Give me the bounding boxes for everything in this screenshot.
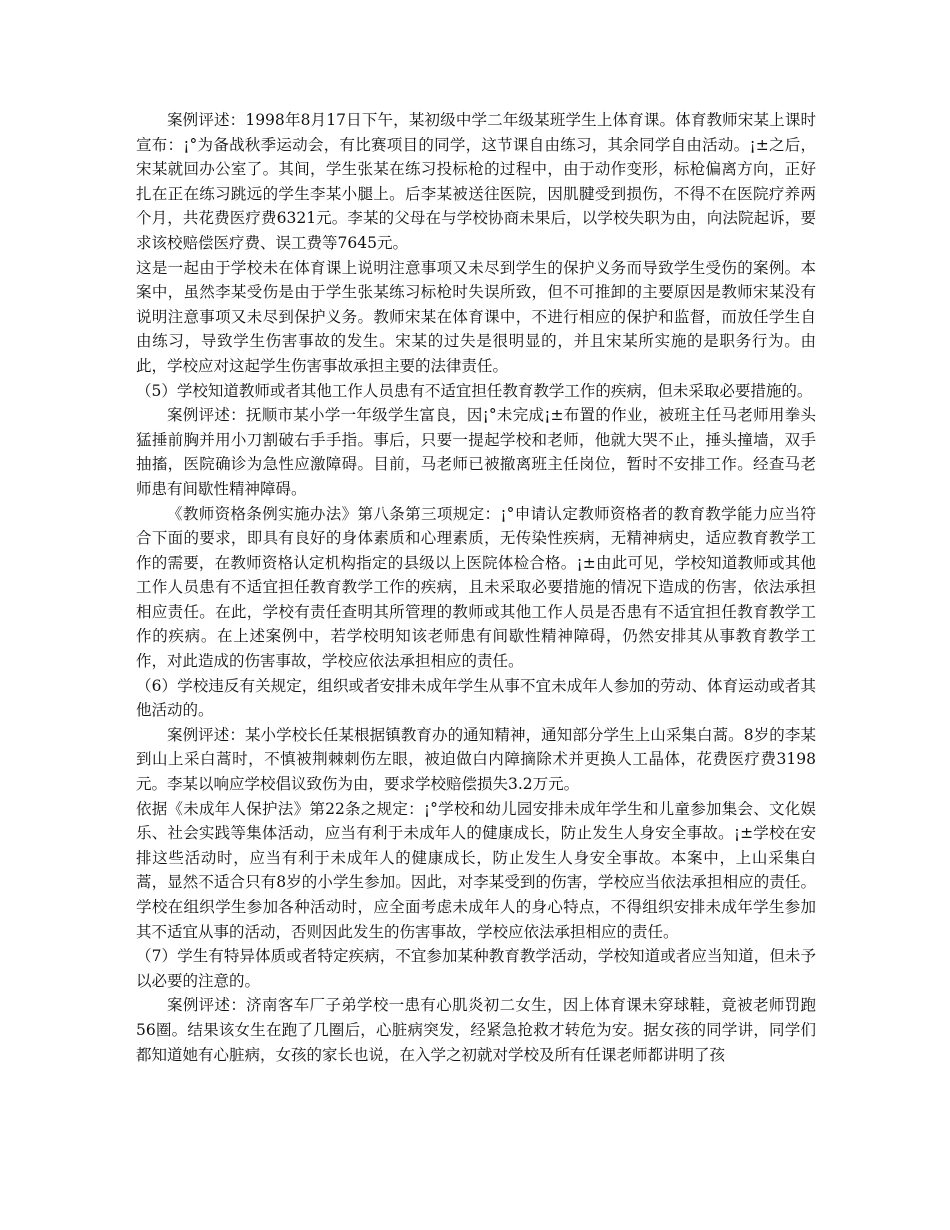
analysis-paragraph: 《教师资格条例实施办法》第八条第三项规定：¡°申请认定教师资格者的教育教学能力应当符合下面的要求，即具有良好的身体素质和心理素质，无传染性疾病，无精神病史，适应教育教学工作的需要，在教师资格认定机构指定的县级以上医院体检合格。¡±由此可见，学校知道教师或其他工作人员患有不适宜担任教育教学工作的疾病，且未采取必要措施的情况下造成的伤害，依法承担相应责任。在此，学校有责任查明其所管理的教师或其他工作人员是否患有不适宜担任教育教学工作的疾病。在上述案例中，若学校明知该老师患有间歇性精神障碍，仍然安排其从事教育教学工作，对此造成的伤害事故，学校应依法承担相应的责任。 <box>136 504 816 671</box>
document-body <box>136 108 816 1067</box>
section-heading: （5）学校知道教师或者其他工作人员患有不适宜担任教育教学工作的疾病，但未采取必要措施的。 <box>136 381 813 400</box>
section-heading: （7）学生有特异体质或者特定疾病，不宜参加某种教育教学活动，学校知道或者应当知道，但未予以必要的注意的。 <box>136 947 816 990</box>
section-heading: （6）学校违反有关规定，组织或者安排未成年学生从事不宜未成年人参加的劳动、体育运动或者其他活动的。 <box>136 676 816 720</box>
case-review-paragraph: 案例评述：抚顺市某小学一年级学生富良，因¡°未完成¡±布置的作业，被班主任马老师用拳头猛捶前胸并用小刀割破右手手指。事后，只要一提起学校和老师，他就大哭不止，捶头撞墙，双手抽搐，医院确诊为急性应激障碍。目前，马老师已被撤离班主任岗位，暂时不安排工作。经查马老师患有间歇性精神障碍。 <box>136 406 816 498</box>
case-review-paragraph: 案例评述：济南客车厂子弟学校一患有心肌炎初二女生，因上体育课未穿球鞋，竟被老师罚跑56圈。结果该女生在跑了几圈后，心脏病突发，经紧急抢救才转危为安。据女孩的同学讲，同学们都知道她有心脏病，女孩的家长也说，在入学之初就对学校及所有任课老师都讲明了孩 <box>136 996 816 1064</box>
analysis-paragraph: 这是一起由于学校未在体育课上说明注意事项又未尽到学生的保护义务而导致学生受伤的案例。本案中，虽然李某受伤是由于学生张某练习标枪时失误所致，但不可推卸的主要原因是教师宋某没有说明注意事项又未尽到保护义务。教师宋某在体育课中，不进行相应的保护和监督，而放任学生自由练习，导致学生伤害事故的发生。宋某的过失是很明显的，并且宋某所实施的是职务行为。由此，学校应对这起学生伤害事故承担主要的法律责任。 <box>136 258 816 375</box>
analysis-paragraph: 依据《未成年人保护法》第22条之规定：¡°学校和幼儿园安排未成年学生和儿童参加集会、文化娱乐、社会实践等集体活动，应当有利于未成年人的健康成长，防止发生人身安全事故。¡±学校在安排这些活动时，应当有利于未成年人的健康成长，防止发生人身安全事故。本案中，上山采集白蒿，显然不适合只有8岁的小学生参加。因此，对李某受到的伤害，学校应当依法承担相应的责任。学校在组织学生参加各种活动时，应全面考虑未成年人的身心特点，不得组织安排未成年学生参加其不适宜从事的活动，否则因此发生的伤害事故，学校应依法承担相应的责任。 <box>136 799 816 941</box>
case-review-paragraph: 案例评述：某小学校长任某根据镇教育办的通知精神，通知部分学生上山采集白蒿。8岁的李某到山上采白蒿时，不慎被荆棘刺伤左眼，被迫做白内障摘除术并更换人工晶体，花费医疗费3198元。李某以响应学校倡议致伤为由，要求学校赔偿损失3.2万元。 <box>136 725 816 794</box>
case-review-paragraph: 案例评述：1998年8月17日下午，某初级中学二年级某班学生上体育课。体育教师宋某上课时宣布：¡°为备战秋季运动会，有比赛项目的同学，这节课自由练习，其余同学自由活动。¡±之后，宋某就回办公室了。其间，学生张某在练习投标枪的过程中，由于动作变形，标枪偏离方向，正好扎在正在练习跳远的学生李某小腿上。后李某被送往医院，因肌腱受到损伤，不得不在医院疗养两个月，共花费医疗费6321元。李某的父母在与学校协商未果后，以学校失职为由，向法院起诉，要求该校赔偿医疗费、误工费等7645元。 <box>136 111 816 252</box>
